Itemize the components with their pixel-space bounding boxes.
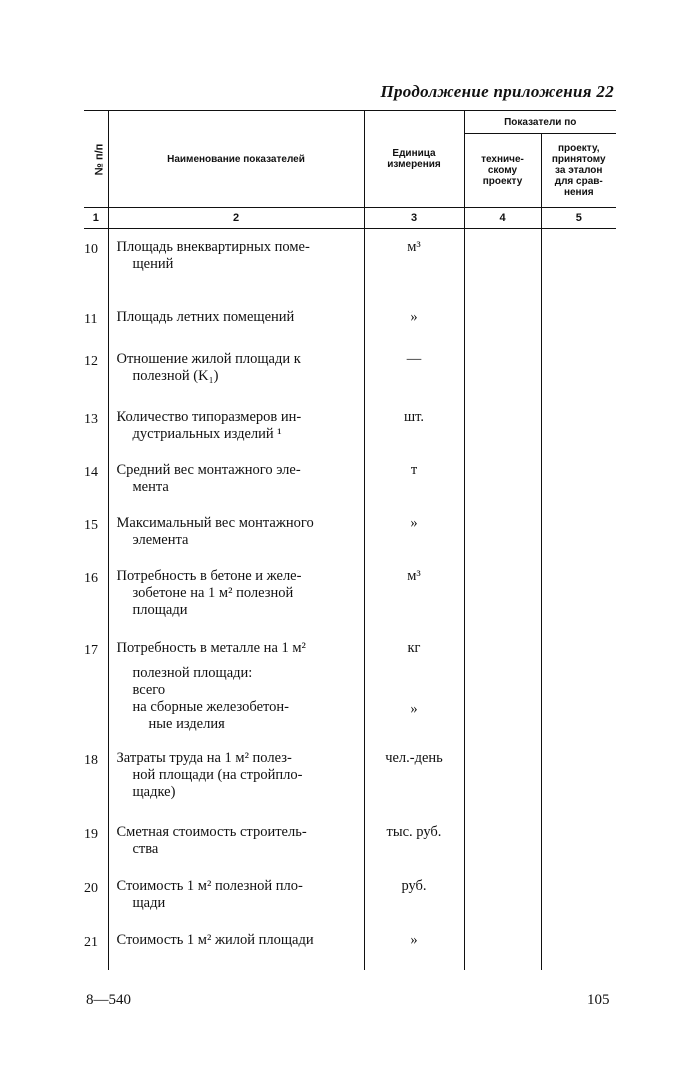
row-number: 17 [84, 642, 98, 658]
indicator-name: Стоимость 1 м² полезной пло- щади [108, 868, 364, 922]
column-number: 1 [84, 208, 108, 229]
technical-project-value [464, 868, 541, 922]
row-number: 12 [84, 353, 98, 369]
table-row [84, 299, 616, 341]
table-row [84, 814, 616, 868]
column-header-unit: Единица измерения [364, 111, 464, 208]
table-row [84, 341, 616, 399]
unit-value: м³ [364, 229, 464, 299]
row-number: 20 [84, 880, 98, 896]
reference-project-value [541, 630, 616, 740]
column-number: 2 [108, 208, 364, 229]
column-header-technical-project: техниче- скому проекту [464, 134, 541, 208]
row-number: 18 [84, 752, 98, 768]
unit-value: м³ [364, 558, 464, 630]
column-header-indicators-group: Показатели по [464, 111, 616, 134]
reference-project-value [541, 299, 616, 341]
indicators-table [84, 110, 616, 970]
column-number: 4 [464, 208, 541, 229]
reference-project-value [541, 740, 616, 814]
technical-project-value [464, 740, 541, 814]
table-row [84, 229, 616, 299]
reference-project-value [541, 399, 616, 452]
table-row [84, 630, 616, 740]
technical-project-value [464, 341, 541, 399]
unit-value: шт. [364, 399, 464, 452]
row-number: 14 [84, 464, 98, 480]
unit-value: тыс. руб. [364, 814, 464, 868]
table-row [84, 868, 616, 922]
technical-project-value [464, 630, 541, 740]
indicator-name: Потребность в бетоне и желе- зобетоне на 1 м² полезной площади [108, 558, 364, 630]
column-header-reference-project: проекту, принятому за эталон для срав- нения [541, 134, 616, 208]
reference-project-value [541, 505, 616, 558]
row-number: 13 [84, 411, 98, 427]
indicator-name: Отношение жилой площади к полезной (K₁) [108, 341, 364, 399]
column-number-row [84, 208, 616, 229]
column-header-name: Наименование показателей [108, 111, 364, 208]
page-number: 105 [587, 992, 610, 1008]
row-number: 15 [84, 517, 98, 533]
unit-value: — [364, 341, 464, 399]
technical-project-value [464, 452, 541, 505]
indicator-name: Стоимость 1 м² жилой площади [108, 922, 364, 970]
technical-project-value [464, 229, 541, 299]
row-number: 11 [84, 311, 98, 327]
reference-project-value [541, 558, 616, 630]
technical-project-value [464, 558, 541, 630]
printer-signature: 8—540 [86, 992, 131, 1008]
indicator-name: Количество типоразмеров ин- дустриальных изделий ¹ [108, 399, 364, 452]
page-header: Продолжение приложения 22 [380, 82, 614, 101]
indicator-name: Затраты труда на 1 м² полез- ной площади (на стройпло- щадке) [108, 740, 364, 814]
unit-value: чел.-день [364, 740, 464, 814]
unit-value: руб. [364, 868, 464, 922]
reference-project-value [541, 922, 616, 970]
unit-value: » [364, 505, 464, 558]
table-row [84, 505, 616, 558]
technical-project-value [464, 505, 541, 558]
indicator-name: Площадь внеквартирных поме- щений [108, 229, 364, 299]
row-number: 21 [84, 934, 98, 950]
indicator-name: Потребность в металле на 1 м² полезной площади: всего на сборные железобетон- ные изделия [108, 630, 364, 740]
indicator-name: Площадь летних помещений [108, 299, 364, 341]
row-number: 10 [84, 242, 98, 257]
unit-value: кг » [364, 630, 464, 740]
table-row [84, 399, 616, 452]
column-number: 5 [541, 208, 616, 229]
column-number: 3 [364, 208, 464, 229]
technical-project-value [464, 399, 541, 452]
table-row [84, 922, 616, 970]
row-number: 16 [84, 570, 98, 586]
reference-project-value [541, 341, 616, 399]
reference-project-value [541, 868, 616, 922]
technical-project-value [464, 922, 541, 970]
reference-project-value [541, 814, 616, 868]
unit-value: т [364, 452, 464, 505]
indicator-name: Максимальный вес монтажного элемента [108, 505, 364, 558]
column-header-number: № п/п [84, 111, 108, 208]
unit-value: » [364, 922, 464, 970]
table-row [84, 452, 616, 505]
reference-project-value [541, 229, 616, 299]
unit-value: » [364, 299, 464, 341]
table-row [84, 740, 616, 814]
indicator-name: Средний вес монтажного эле- мента [108, 452, 364, 505]
row-number: 19 [84, 826, 98, 842]
indicator-name: Сметная стоимость строитель- ства [108, 814, 364, 868]
table-row [84, 558, 616, 630]
reference-project-value [541, 452, 616, 505]
technical-project-value [464, 299, 541, 341]
technical-project-value [464, 814, 541, 868]
